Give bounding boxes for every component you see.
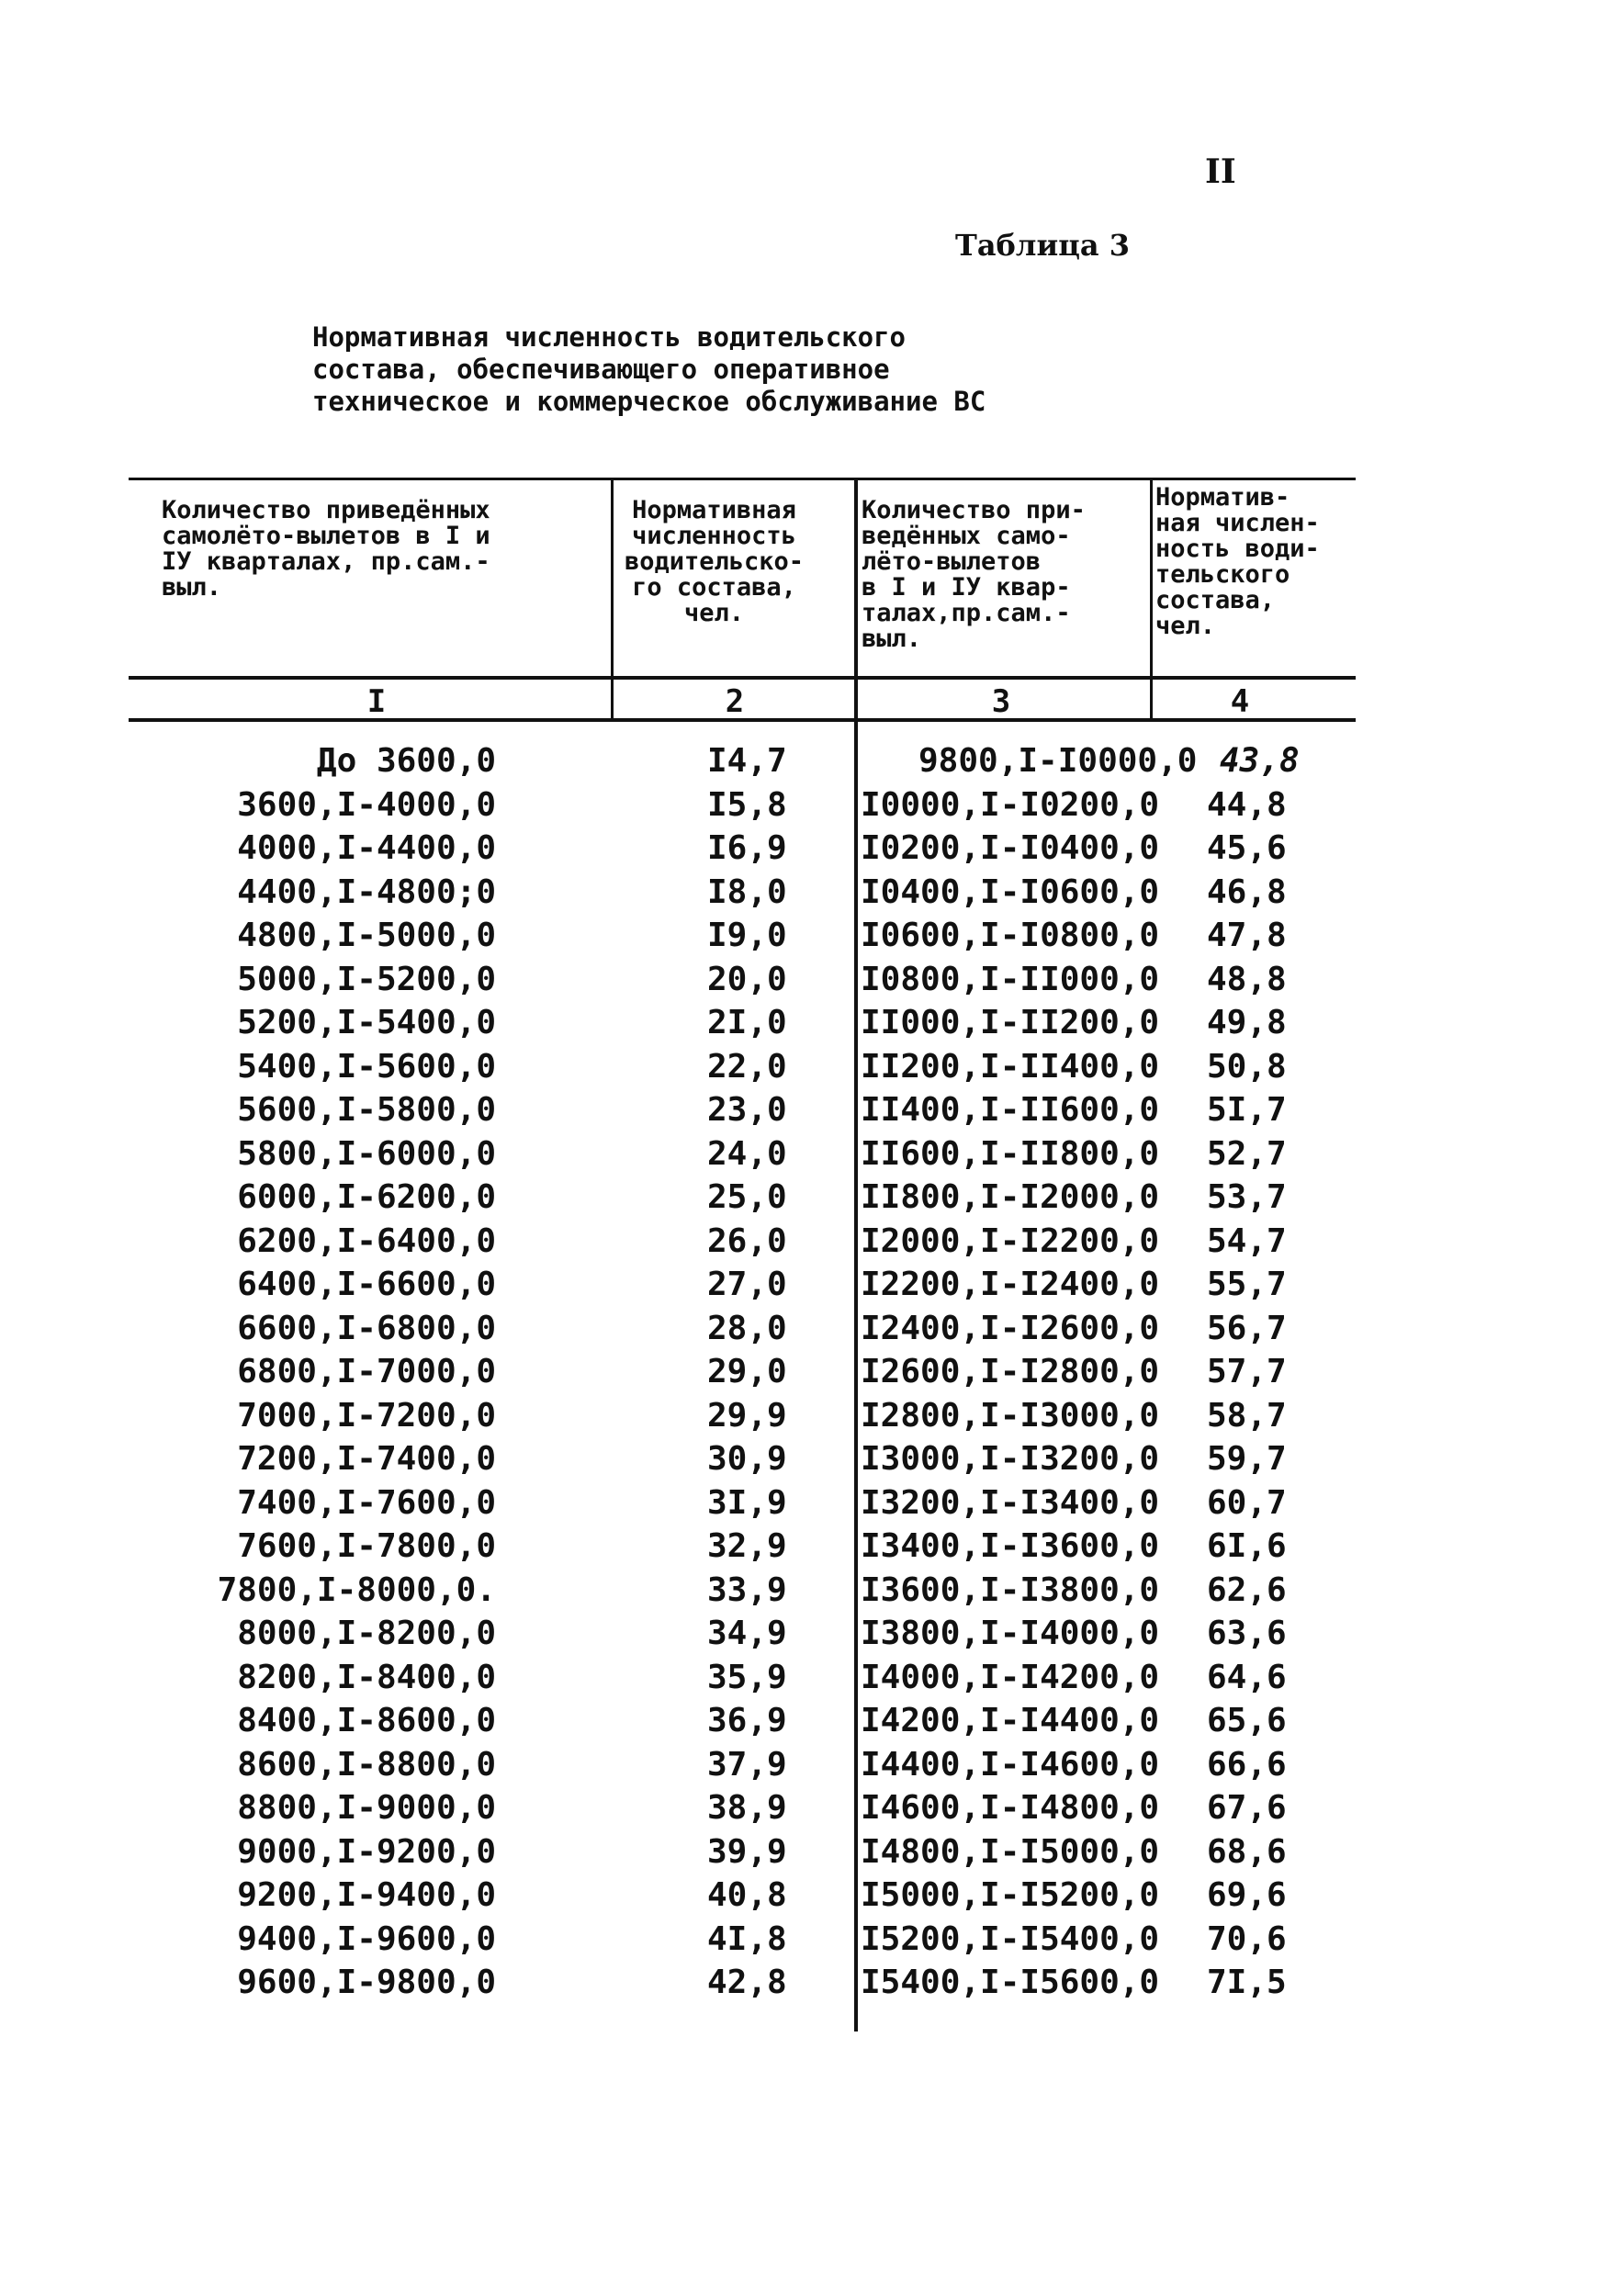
table-caption (312, 321, 1231, 418)
cell-col3: II400,I-II600,0 (861, 1091, 1160, 1129)
cell-col3: I2800,I-I3000,0 (861, 1396, 1160, 1435)
cell-col4: 55,7 (1207, 1266, 1287, 1303)
column-number: I (366, 683, 387, 720)
header-line: го состава, (632, 573, 796, 602)
cell-col3: I4800,I-I5000,0 (861, 1832, 1160, 1871)
header-line: состава, (1155, 586, 1276, 614)
cell-col3: 9800,I-I0000,0 (918, 742, 1198, 780)
table-row (0, 1397, 1622, 1441)
cell-col4: 44,8 (1207, 785, 1287, 824)
header-line: талах,пр.сам.- (862, 599, 1071, 627)
cell-col4: 57,7 (1207, 1353, 1287, 1390)
cell-col2: 2I,0 (707, 1004, 787, 1041)
cell-col1: 7800,I-8000,0. (217, 1570, 496, 1609)
header-line: водительско- (625, 547, 805, 576)
cell-col1: 3600,I-4000,0 (237, 785, 496, 824)
cell-col1: 9200,I-9400,0 (237, 1876, 496, 1914)
cell-col3: I3200,I-I3400,0 (861, 1483, 1160, 1522)
header-col2 (625, 498, 804, 626)
header-line: лёто-вылетов (862, 547, 1042, 576)
cell-col4: 62,6 (1207, 1570, 1287, 1609)
cell-col2: 37,9 (707, 1745, 787, 1784)
cell-col4: 65,6 (1207, 1702, 1287, 1739)
cell-col2: 29,0 (707, 1353, 787, 1390)
cell-col3: I4200,I-I4400,0 (861, 1702, 1160, 1739)
cell-col4: 60,7 (1207, 1483, 1287, 1522)
cell-col4: 59,7 (1207, 1440, 1287, 1478)
header-line: в I и IУ квар- (862, 573, 1071, 602)
cell-col3: II600,I-II800,0 (861, 1134, 1160, 1173)
header-col1 (162, 498, 490, 601)
column-number: 3 (991, 683, 1011, 720)
cell-col4: 7I,5 (1207, 1964, 1287, 2001)
cell-col4: 43,8 (1220, 742, 1300, 780)
page-number: II (1205, 152, 1236, 191)
cell-col1: 8200,I-8400,0 (237, 1658, 496, 1696)
header-line: ная числен- (1155, 509, 1320, 537)
caption-line: Нормативная численность водительского (312, 321, 907, 353)
cell-col1: 6000,I-6200,0 (237, 1178, 496, 1216)
cell-col3: I3600,I-I3800,0 (861, 1570, 1160, 1609)
cell-col3: I3400,I-I3600,0 (861, 1527, 1160, 1565)
cell-col4: 5I,7 (1207, 1091, 1287, 1129)
header-line: выл. (162, 573, 222, 602)
table-row (0, 829, 1622, 873)
header-bottom-rule (129, 676, 1356, 680)
cell-col1: 6800,I-7000,0 (237, 1353, 496, 1390)
table-row (0, 1789, 1622, 1833)
header-line: Норматив- (1155, 483, 1290, 512)
cell-col2: 25,0 (707, 1178, 787, 1216)
cell-col2: 36,9 (707, 1702, 787, 1739)
cell-col1: 5600,I-5800,0 (237, 1091, 496, 1129)
table-row (0, 917, 1622, 961)
header-line: IУ кварталах, пр.сам.- (162, 547, 490, 576)
table-row (0, 1178, 1622, 1222)
cell-col2: I6,9 (707, 829, 787, 867)
cell-col2: 40,8 (707, 1876, 787, 1914)
cell-col3: I2600,I-I2800,0 (861, 1353, 1160, 1390)
table-row (0, 742, 1622, 786)
cell-col1: 7000,I-7200,0 (237, 1396, 496, 1435)
cell-col2: 35,9 (707, 1658, 787, 1696)
cell-col1: 7400,I-7600,0 (237, 1483, 496, 1522)
table-row (0, 1048, 1622, 1092)
caption-line: техническое и коммерческое обслуживание ВС (312, 386, 986, 417)
cell-col1: 4800,I-5000,0 (237, 917, 496, 954)
cell-col1: 9600,I-9800,0 (237, 1964, 496, 2001)
header-line: численность (632, 522, 796, 550)
cell-col2: 22,0 (707, 1047, 787, 1086)
cell-col3: II000,I-II200,0 (861, 1004, 1160, 1041)
cell-col3: I0800,I-II000,0 (861, 960, 1160, 998)
table-row (0, 1310, 1622, 1354)
cell-col2: 3I,9 (707, 1483, 787, 1522)
table-row (0, 1920, 1622, 1964)
cell-col3: I4600,I-I4800,0 (861, 1789, 1160, 1827)
cell-col3: I0400,I-I0600,0 (861, 872, 1160, 911)
table-row (0, 873, 1622, 917)
cell-col3: I3800,I-I4000,0 (861, 1615, 1160, 1652)
cell-col4: 49,8 (1207, 1004, 1287, 1041)
cell-col1: 5400,I-5600,0 (237, 1047, 496, 1086)
cell-col3: I2200,I-I2400,0 (861, 1266, 1160, 1303)
cell-col3: I2400,I-I2600,0 (861, 1309, 1160, 1347)
table-row (0, 1222, 1622, 1266)
cell-col2: 32,9 (707, 1527, 787, 1565)
cell-col3: I5400,I-I5600,0 (861, 1964, 1160, 2001)
cell-col2: 20,0 (707, 960, 787, 998)
cell-col2: 42,8 (707, 1964, 787, 2001)
table-row (0, 1527, 1622, 1571)
table-row (0, 1702, 1622, 1746)
table-row (0, 1266, 1622, 1310)
table-row (0, 1484, 1622, 1528)
cell-col2: 34,9 (707, 1615, 787, 1652)
cell-col2: 28,0 (707, 1309, 787, 1347)
table-row (0, 1659, 1622, 1703)
cell-col1: 6600,I-6800,0 (237, 1309, 496, 1347)
cell-col2: I9,0 (707, 917, 787, 954)
table-row (0, 786, 1622, 830)
table-row (0, 961, 1622, 1005)
column-divider (1150, 478, 1153, 722)
cell-col4: 66,6 (1207, 1745, 1287, 1784)
cell-col4: 69,6 (1207, 1876, 1287, 1914)
cell-col3: I0000,I-I0200,0 (861, 785, 1160, 824)
cell-col4: 53,7 (1207, 1178, 1287, 1216)
header-line: самолёто-вылетов в I и (162, 522, 490, 550)
cell-col1: 6400,I-6600,0 (237, 1266, 496, 1303)
cell-col3: I4400,I-I4600,0 (861, 1745, 1160, 1784)
header-line: Количество при- (862, 496, 1086, 524)
cell-col4: 47,8 (1207, 917, 1287, 954)
header-line: ведённых само- (862, 522, 1071, 550)
header-line: выл. (862, 625, 922, 653)
table-row (0, 1091, 1622, 1135)
cell-col3: II800,I-I2000,0 (861, 1178, 1160, 1216)
cell-col1: 6200,I-6400,0 (237, 1221, 496, 1260)
cell-col4: 58,7 (1207, 1396, 1287, 1435)
cell-col4: 68,6 (1207, 1832, 1287, 1871)
cell-col2: 30,9 (707, 1440, 787, 1478)
table-top-rule (129, 478, 1356, 480)
column-number: 2 (725, 683, 745, 720)
cell-col1: До 3600,0 (316, 742, 496, 780)
cell-col1: 5000,I-5200,0 (237, 960, 496, 998)
cell-col1: 9400,I-9600,0 (237, 1919, 496, 1958)
cell-col2: 29,9 (707, 1396, 787, 1435)
table-row (0, 1135, 1622, 1179)
cell-col3: I5200,I-I5400,0 (861, 1919, 1160, 1958)
cell-col4: 56,7 (1207, 1309, 1287, 1347)
header-line: Нормативная (632, 496, 796, 524)
cell-col4: 45,6 (1207, 829, 1287, 867)
cell-col3: I0200,I-I0400,0 (861, 829, 1160, 867)
cell-col1: 8600,I-8800,0 (237, 1745, 496, 1784)
table-row (0, 1440, 1622, 1484)
cell-col4: 52,7 (1207, 1134, 1287, 1173)
cell-col1: 8800,I-9000,0 (237, 1789, 496, 1827)
table-row (0, 1004, 1622, 1048)
table-body (0, 742, 1622, 2008)
header-col3 (862, 498, 1086, 652)
table-row (0, 1615, 1622, 1659)
cell-col2: 26,0 (707, 1221, 787, 1260)
table-row (0, 1353, 1622, 1397)
header-col4 (1155, 485, 1320, 639)
cell-col4: 63,6 (1207, 1615, 1287, 1652)
cell-col3: I3000,I-I3200,0 (861, 1440, 1160, 1478)
cell-col2: 27,0 (707, 1266, 787, 1303)
column-divider (611, 478, 614, 722)
cell-col1: 8000,I-8200,0 (237, 1615, 496, 1652)
cell-col1: 4000,I-4400,0 (237, 829, 496, 867)
header-line: ность води- (1155, 535, 1320, 563)
cell-col3: II200,I-II400,0 (861, 1047, 1160, 1086)
table-row (0, 1571, 1622, 1615)
cell-col3: I0600,I-I0800,0 (861, 917, 1160, 954)
header-line: чел. (1155, 612, 1216, 640)
cell-col2: 33,9 (707, 1570, 787, 1609)
cell-col1: 4400,I-4800;0 (237, 872, 496, 911)
table-row (0, 1833, 1622, 1877)
cell-col2: I8,0 (707, 872, 787, 911)
cell-col2: 39,9 (707, 1832, 787, 1871)
cell-col4: 46,8 (1207, 872, 1287, 911)
cell-col4: 64,6 (1207, 1658, 1287, 1696)
cell-col4: 50,8 (1207, 1047, 1287, 1086)
cell-col2: 23,0 (707, 1091, 787, 1129)
cell-col3: I5000,I-I5200,0 (861, 1876, 1160, 1914)
cell-col1: 5200,I-5400,0 (237, 1004, 496, 1041)
table-row (0, 1876, 1622, 1920)
header-line: Количество приведённых (162, 496, 490, 524)
cell-col1: 7600,I-7800,0 (237, 1527, 496, 1565)
cell-col1: 5800,I-6000,0 (237, 1134, 496, 1173)
cell-col2: 4I,8 (707, 1919, 787, 1958)
cell-col4: 6I,6 (1207, 1527, 1287, 1565)
cell-col3: I2000,I-I2200,0 (861, 1221, 1160, 1260)
header-line: чел. (684, 599, 745, 627)
cell-col4: 48,8 (1207, 960, 1287, 998)
cell-col1: 7200,I-7400,0 (237, 1440, 496, 1478)
cell-col2: I4,7 (707, 742, 787, 780)
header-line: тельского (1155, 560, 1290, 589)
table-row (0, 1964, 1622, 2008)
cell-col4: 67,6 (1207, 1789, 1287, 1827)
caption-line: состава, обеспечивающего оперативное (312, 354, 890, 385)
cell-col1: 8400,I-8600,0 (237, 1702, 496, 1739)
cell-col4: 70,6 (1207, 1919, 1287, 1958)
cell-col3: I4000,I-I4200,0 (861, 1658, 1160, 1696)
cell-col2: 24,0 (707, 1134, 787, 1173)
cell-col1: 9000,I-9200,0 (237, 1832, 496, 1871)
cell-col2: I5,8 (707, 785, 787, 824)
table-label: Таблица 3 (955, 228, 1130, 263)
cell-col2: 38,9 (707, 1789, 787, 1827)
column-number: 4 (1230, 683, 1250, 720)
table-row (0, 1746, 1622, 1790)
cell-col4: 54,7 (1207, 1221, 1287, 1260)
